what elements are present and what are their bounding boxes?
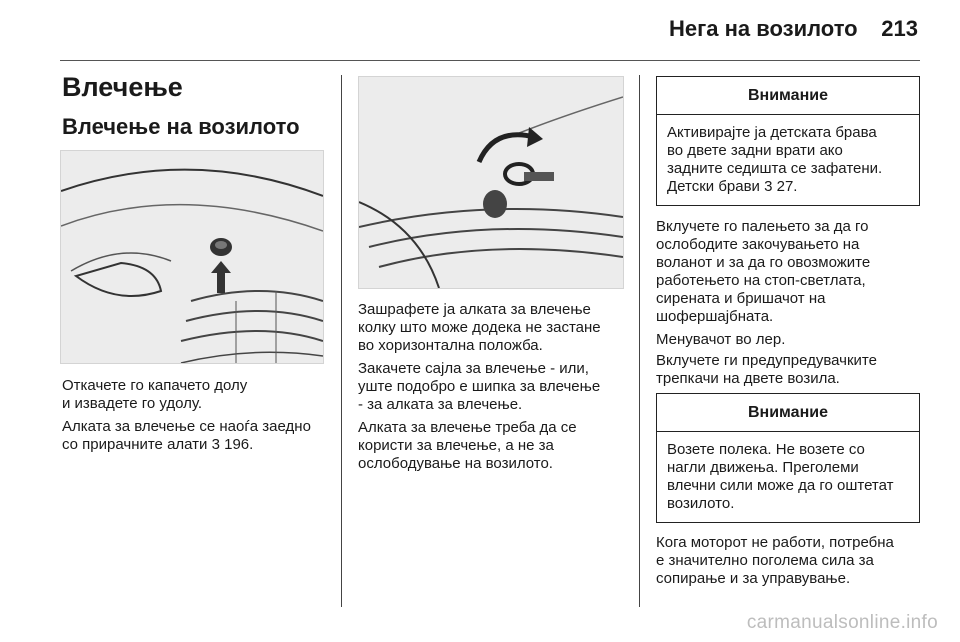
page-reference-icon: 3: [211, 436, 220, 453]
col3-paragraph-3: Вклучете ги предупредувачките трепкачи на двете возила.: [656, 352, 877, 387]
col3-paragraph-2: Менувачот во лер.: [656, 331, 786, 348]
col1-paragraph-2-text: Алката за влечење се наоѓа заедно со прирачните алати: [62, 418, 311, 453]
tow-eye-illustration: [358, 76, 624, 289]
page-number: 213: [881, 16, 918, 41]
page-reference-icon: 3: [764, 178, 773, 195]
warning-box-child-locks: [656, 76, 920, 206]
front-bumper-cap-drawing: [61, 151, 323, 363]
col1-paragraph-2: [62, 418, 337, 454]
col2-paragraph-1: Зашрафете ја алката за влечење колку што може додека не застане во хоризонтална положба.: [358, 301, 601, 354]
page-reference-number[interactable]: 196.: [224, 436, 254, 453]
column-divider-right: [639, 75, 640, 607]
warning-body: Возете полека. Не возете со нагли движења. Преголеми влечни сили може да го оштетат возилото.: [667, 441, 894, 512]
header-rule: [60, 60, 920, 61]
tow-cap-illustration: [60, 150, 324, 364]
subsection-title: Влечење на возилото: [62, 114, 300, 139]
col3-paragraph-4: Кога моторот не работи, потребна е значително поголема сила за сопирање и за управување.: [656, 534, 894, 587]
warning-heading: Внимание: [657, 77, 919, 115]
tow-eye-screw-in-drawing: [359, 77, 623, 288]
col2-paragraph-3: Алката за влечење треба да се користи за влечење, а не за ослободување на возилото.: [358, 419, 577, 472]
col3-paragraph-1: Вклучете го палењето за да го ослободите закочувањето на воланот и за да го овозможите работењето на стоп-светлата, сирената и бришачот на шофершајбната.: [656, 218, 871, 325]
warning-body-text: Активирајте ја детската брава во двете задни врати ако задните седишта се зафатени. Детски брави: [667, 124, 883, 195]
section-title: Влечење: [62, 72, 183, 102]
warning-heading: Внимание: [657, 394, 919, 432]
warning-box-drive-slowly: [656, 393, 920, 523]
warning-body: [657, 115, 919, 196]
col2-paragraph-2: Закачете сајла за влечење - или, уште подобро е шипка за влечење - за алката за влечење.: [358, 360, 601, 413]
header-title: Нега на возилото: [669, 16, 858, 41]
col1-paragraph-1: Откачете го капачето долу и извадете го удолу.: [62, 377, 248, 412]
watermark: carmanualsonline.info: [746, 612, 938, 633]
page-reference-number[interactable]: 27.: [776, 178, 798, 195]
column-divider-left: [341, 75, 342, 607]
